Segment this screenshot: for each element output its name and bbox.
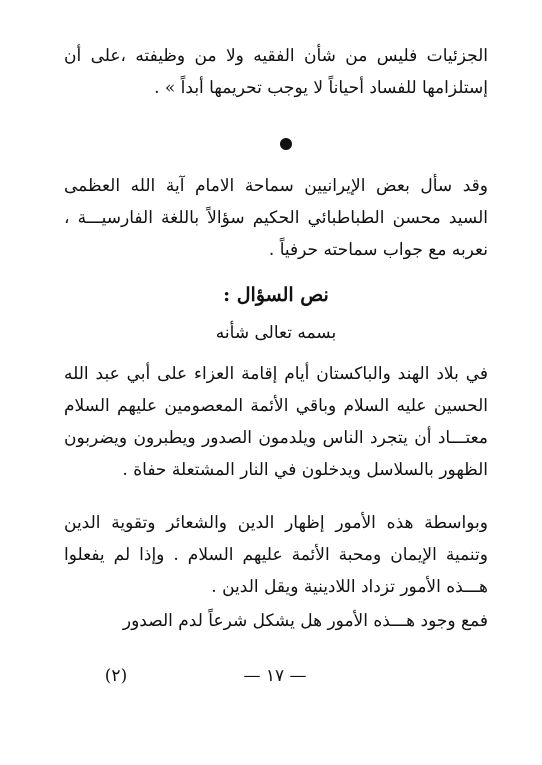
paragraph-fiqh-conclusion: الجزئيات فليس من شأن الفقيه ولا من وظيفته ،على أن إستلزامها للفساد أحياناً لا يوجب تحريمها أبداً » . — [64, 46, 488, 98]
page-number: — ١٧ — — [243, 666, 307, 686]
question-heading: نص السؤال : — [223, 284, 329, 306]
paragraph-question-body: في بلاد الهند والباكستان أيام إقامة العزاء على أبي عبد الله الحسين عليه السلام وباقي الأئمة المعصومين عليهم السلام معتـــاد أن يتجرد الناس ويلدمون الصدور ويطبرون ويضربون الظهور بالسلاسل ويدخلون في النار المشتعلة حفاة . — [64, 364, 488, 480]
footnote-number: (٢) — [104, 666, 128, 686]
section-separator-bullet — [280, 138, 292, 150]
basmala-heading: بسمه تعالى شأنه — [215, 323, 337, 343]
paragraph-question-ask: فمع وجود هـــذه الأمور هل يشكل شرعاً لدم الصدور — [122, 611, 488, 631]
paragraph-question-reasons: وبواسطة هذه الأمور إظهار الدين والشعائر وتقوية الدين وتنمية الإيمان ومحبة الأئمة عليهم السلام . وإذا لم يفعلوا هـــذه الأمور تزداد اللادينية ويقل الدين . — [64, 513, 488, 597]
paragraph-question-intro: وقد سأل بعض الإيرانيين سماحة الامام آية الله العظمى السيد محسن الطباطبائي الحكيم سؤالاً باللغة الفارسيـــة ، نعربه مع جواب سماحته حرفياً . — [64, 176, 488, 260]
